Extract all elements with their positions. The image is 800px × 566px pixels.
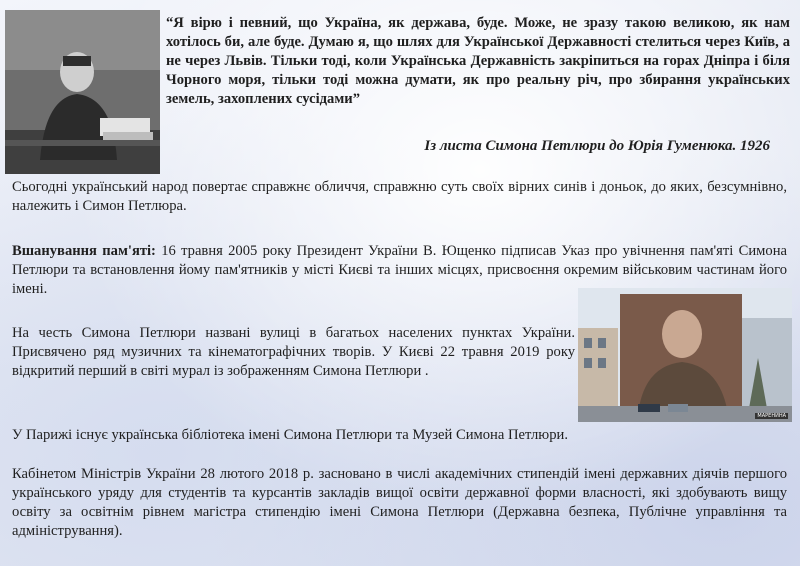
quote-source: Із листа Симона Петлюри до Юрія Гуменюка. 1926 <box>424 138 770 154</box>
portrait-illustration <box>5 10 160 174</box>
portrait-photo <box>5 10 160 174</box>
paragraph-paris: У Парижі існує українська бібліотека імені Симона Петлюри та Музей Симона Петлюри. <box>12 427 568 443</box>
paragraph-intro: Сьогодні український народ повертає справжнє обличчя, справжню суть своїх вірних синів і доньок, до яких, безсумнівно, належить і Симон Петлюра. <box>12 179 787 214</box>
paragraph-streets: На честь Симона Петлюри названі вулиці в багатьох населених пунктах України. Присвячено ряд музичних та кінематографічних творів. У Києві 22 травня 2019 року відкритий перший в світі мурал із зображенням Симона Петлюри . <box>12 325 575 379</box>
commemoration-heading: Вшанування пам'яті: <box>12 243 156 259</box>
mural-photo <box>578 288 792 422</box>
mural-illustration <box>578 288 792 422</box>
mural-caption: МАРЕНИНА <box>757 413 786 419</box>
commemoration-text: 16 травня 2005 року Президент України В. Ющенко підписав Указ про увічнення пам'яті Симона Петлюри та встановлення йому пам'ятників у місті Києві та інших місцях, присвоєння окремим військовим частинам його імені. <box>12 243 787 297</box>
paragraph-scholarship: Кабінетом Міністрів України 28 лютого 2018 р. засновано в числі академічних стипендій імені державних діячів першого українського уряду для студентів та курсантів закладів вищої освіти державної форми власності, які здобувають вищу освіту за освітнім рівнем магістра стипендію імені Симона Петлюри (Державна безпека, Публічне управління та адміністрування). <box>12 466 787 539</box>
quote-text: “Я вірю і певний, що Україна, як держава, буде. Може, не зразу такою великою, як нам хотілось би, але буде. Думаю я, що шлях для Української Державності стелиться через Київ, а не через Львів. Тільки тоді, коли Українська Державність закріпиться на горах Дніпра і біля Чорного моря, тільки тоді можна думати, як про реальну річ, про збирання українських земель, захоплених сусідами” <box>166 15 790 107</box>
